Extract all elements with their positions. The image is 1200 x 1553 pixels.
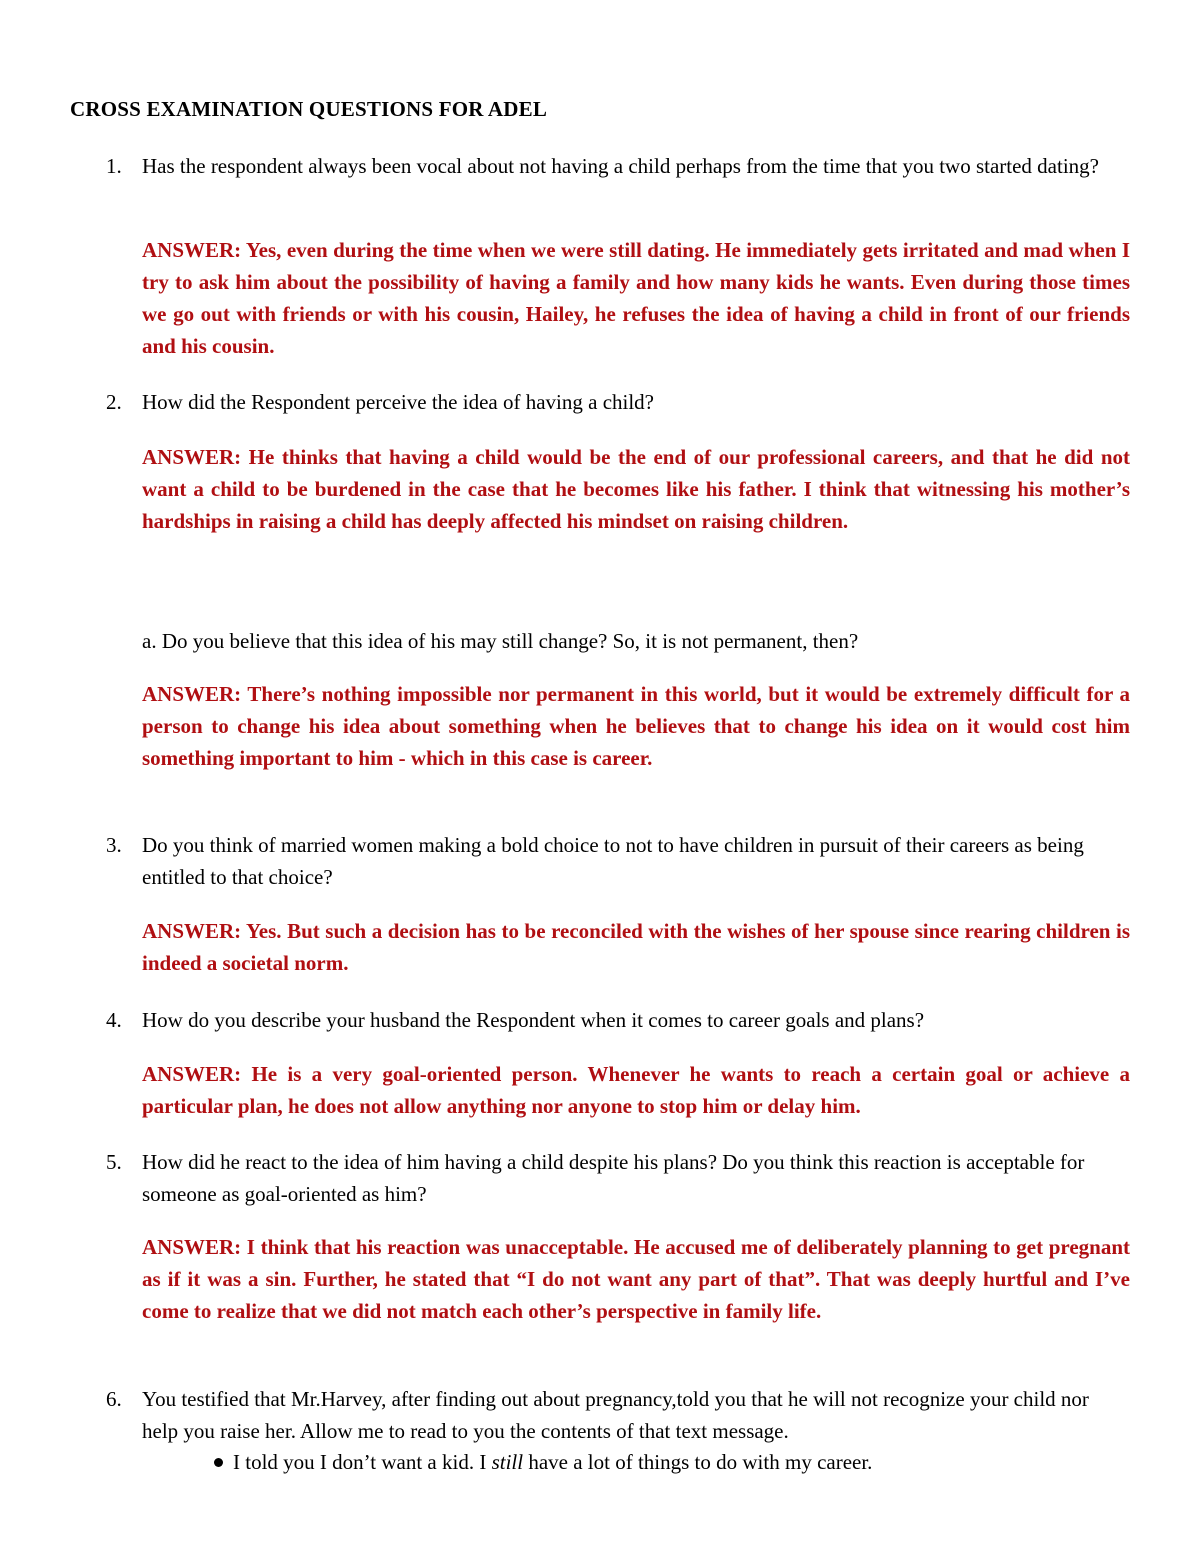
question-text: Do you think of married women making a bold choice to not to have children in pursuit of their careers as being entitled to that choice?	[142, 833, 1084, 889]
bullet-text-after: have a lot of things to do with my career.	[523, 1450, 873, 1474]
item-number: 4.	[106, 1008, 122, 1032]
item-number: 3.	[106, 833, 122, 857]
answer-text: ANSWER: Yes, even during the time when we were still dating. He immediately gets irritated and mad when I try to ask him about the possibility of having a family and how many kids he wants. Even during those times we go out with friends or with his cousin, Hailey, he refuses the idea of having a child in front of our friends and his cousin.	[142, 238, 1130, 358]
answer-text: ANSWER: He thinks that having a child would be the end of our professional careers, and that he did not want a child to be burdened in the case that he becomes like his father. I think that witnessing his mother’s hardships in raising a child has deeply affected his mindset on raising children.	[142, 445, 1130, 533]
answer-text: ANSWER: He is a very goal-oriented person. Whenever he wants to reach a certain goal or achieve a particular plan, he does not allow anything nor anyone to stop him or delay him.	[142, 1062, 1130, 1118]
question-text: How do you describe your husband the Respondent when it comes to career goals and plans?	[142, 1008, 925, 1032]
answer-text: ANSWER: Yes. But such a decision has to be reconciled with the wishes of her spouse since rearing children is indeed a societal norm.	[142, 919, 1130, 975]
bullet-item	[214, 1446, 872, 1478]
question-text: How did the Respondent perceive the idea of having a child?	[142, 390, 654, 414]
question-text: How did he react to the idea of him having a child despite his plans? Do you think this reaction is acceptable for someone as goal-oriented as him?	[142, 1150, 1085, 1206]
bullet-icon	[214, 1458, 223, 1467]
document-title: CROSS EXAMINATION QUESTIONS FOR ADEL	[70, 97, 548, 121]
sub-answer-text: ANSWER: There’s nothing impossible nor permanent in this world, but it would be extremely difficult for a person to change his idea about something when he believes that to change his idea on it would cost him something important to him - which in this case is career.	[142, 682, 1130, 770]
answer-text: ANSWER: I think that his reaction was unacceptable. He accused me of deliberately planning to get pregnant as if it was a sin. Further, he stated that “I do not want any part of that”. That was deeply hurtful and I’ve come to realize that we did not match each other’s perspective in family life.	[142, 1235, 1130, 1323]
item-number: 5.	[106, 1150, 122, 1174]
item-number: 6.	[106, 1387, 122, 1411]
question-text: Has the respondent always been vocal about not having a child perhaps from the time that you two started dating?	[142, 154, 1099, 178]
bullet-text-italic: still	[491, 1450, 524, 1474]
item-number: 2.	[106, 390, 122, 414]
question-text: You testified that Mr.Harvey, after finding out about pregnancy,told you that he will not recognize your child nor help you raise her. Allow me to read to you the contents of that text message.	[142, 1387, 1089, 1443]
sub-question-text: a. Do you believe that this idea of his may still change? So, it is not permanent, then?	[142, 629, 859, 653]
item-number: 1.	[106, 154, 122, 178]
bullet-text-before: I told you I don’t want a kid. I	[233, 1450, 492, 1474]
